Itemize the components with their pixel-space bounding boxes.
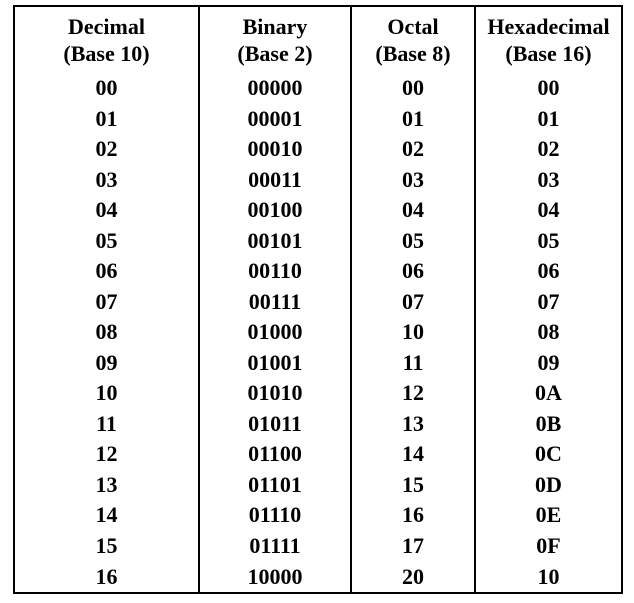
table-row: [15, 348, 621, 379]
hexadecimal-cell: 02: [537, 136, 560, 162]
decimal-cell: 10: [15, 378, 199, 409]
table-row: [15, 500, 621, 531]
hexadecimal-cell: 04: [537, 197, 560, 223]
table-row: [15, 195, 621, 226]
table-row: [15, 378, 621, 409]
octal-cell: 12: [351, 378, 475, 409]
octal-cell: 11: [351, 348, 475, 379]
binary-cell: 01000: [199, 317, 351, 348]
binary-cell: 01010: [199, 378, 351, 409]
binary-cell: 00110: [199, 256, 351, 287]
octal-cell: 14: [351, 439, 475, 470]
octal-cell: 05: [351, 226, 475, 257]
decimal-cell: 07: [15, 287, 199, 318]
table-row: [15, 439, 621, 470]
header-binary: [199, 7, 351, 73]
binary-cell: 01111: [199, 531, 351, 562]
decimal-cell: 14: [15, 500, 199, 531]
octal-cell: 17: [351, 531, 475, 562]
octal-cell: 00: [351, 73, 475, 104]
decimal-cell: 04: [15, 195, 199, 226]
decimal-cell: 15: [15, 531, 199, 562]
octal-cell: 02: [351, 134, 475, 165]
binary-cell: 00101: [199, 226, 351, 257]
table-row: [15, 104, 621, 135]
hexadecimal-cell: 10: [537, 563, 560, 589]
table-row: [15, 287, 621, 318]
table-row: [15, 470, 621, 501]
header-hexadecimal: [475, 7, 621, 73]
octal-cell: 10: [351, 317, 475, 348]
octal-cell: 13: [351, 409, 475, 440]
decimal-cell: 16: [15, 561, 199, 592]
octal-cell: 06: [351, 256, 475, 287]
hexadecimal-cell: 05: [537, 227, 560, 253]
decimal-cell: 05: [15, 226, 199, 257]
binary-cell: 00011: [199, 165, 351, 196]
hexadecimal-cell: 0F: [536, 532, 561, 558]
number-systems-table-frame: [13, 5, 623, 594]
header-octal-subtitle: (Base 8): [375, 41, 451, 66]
binary-cell: 01011: [199, 409, 351, 440]
table-row: [15, 317, 621, 348]
table-body: [15, 73, 621, 592]
hexadecimal-cell: 03: [537, 166, 560, 192]
header-hexadecimal-subtitle: (Base 16): [505, 41, 592, 66]
octal-cell: 16: [351, 500, 475, 531]
header-octal: [351, 7, 475, 73]
number-systems-table: [15, 7, 621, 592]
table-row: [15, 165, 621, 196]
octal-cell: 04: [351, 195, 475, 226]
octal-cell: 20: [351, 561, 475, 592]
table-row: [15, 561, 621, 592]
hexadecimal-cell: 0C: [535, 441, 562, 467]
binary-cell: 00010: [199, 134, 351, 165]
hexadecimal-cell: 06: [537, 258, 560, 284]
hexadecimal-cell: 0B: [535, 410, 562, 436]
octal-cell: 03: [351, 165, 475, 196]
decimal-cell: 08: [15, 317, 199, 348]
hexadecimal-cell: 0D: [535, 471, 562, 497]
binary-cell: 10000: [199, 561, 351, 592]
octal-cell: 01: [351, 104, 475, 135]
table-row: [15, 73, 621, 104]
binary-cell: 00000: [199, 73, 351, 104]
header-decimal: [15, 7, 199, 73]
decimal-cell: 12: [15, 439, 199, 470]
table-header: [15, 7, 621, 73]
decimal-cell: 13: [15, 470, 199, 501]
header-binary-subtitle: (Base 2): [237, 41, 313, 66]
table-row: [15, 226, 621, 257]
table-row: [15, 134, 621, 165]
binary-cell: 00100: [199, 195, 351, 226]
decimal-cell: 00: [15, 73, 199, 104]
table-row: [15, 256, 621, 287]
binary-cell: 01110: [199, 500, 351, 531]
binary-cell: 00001: [199, 104, 351, 135]
decimal-cell: 03: [15, 165, 199, 196]
binary-cell: 00111: [199, 287, 351, 318]
binary-cell: 01101: [199, 470, 351, 501]
hexadecimal-cell: 0A: [535, 380, 562, 406]
header-binary-title: Binary: [242, 14, 308, 39]
hexadecimal-cell: 01: [537, 105, 560, 131]
header-decimal-subtitle: (Base 10): [63, 41, 150, 66]
decimal-cell: 06: [15, 256, 199, 287]
hexadecimal-cell: 09: [537, 349, 560, 375]
table-row: [15, 531, 621, 562]
hexadecimal-cell: 08: [537, 319, 560, 345]
octal-cell: 07: [351, 287, 475, 318]
decimal-cell: 11: [15, 409, 199, 440]
header-hexadecimal-title: Hexadecimal: [487, 14, 610, 39]
hexadecimal-cell: 0E: [535, 502, 562, 528]
header-row: [15, 7, 621, 73]
hexadecimal-cell: 00: [537, 75, 560, 101]
header-decimal-title: Decimal: [68, 14, 145, 39]
decimal-cell: 02: [15, 134, 199, 165]
decimal-cell: 09: [15, 348, 199, 379]
table-row: [15, 409, 621, 440]
hexadecimal-cell: 07: [537, 288, 560, 314]
octal-cell: 15: [351, 470, 475, 501]
decimal-cell: 01: [15, 104, 199, 135]
binary-cell: 01001: [199, 348, 351, 379]
binary-cell: 01100: [199, 439, 351, 470]
header-octal-title: Octal: [387, 14, 439, 39]
